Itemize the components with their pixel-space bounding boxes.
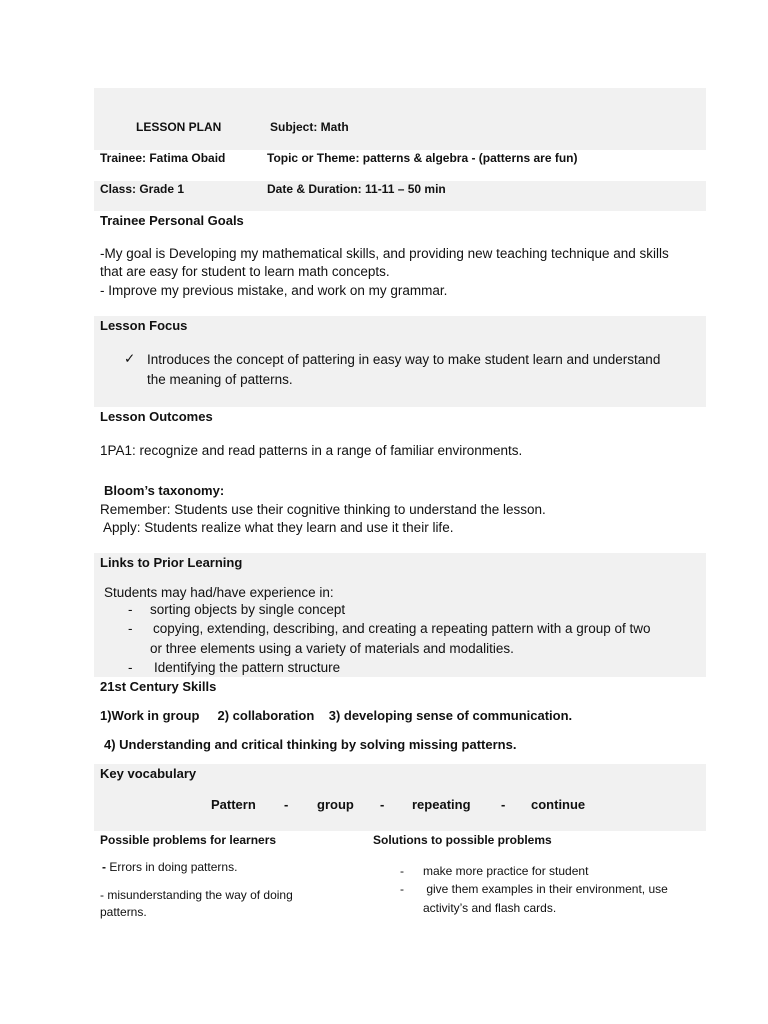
vocab-separator-1: -	[284, 797, 289, 812]
skills-line-1: 1)Work in group 2) collaboration 3) developing sense of communication.	[100, 708, 573, 723]
skills-line-2: 4) Understanding and critical thinking by solving missing patterns.	[104, 737, 517, 752]
solution-dash-2: -	[400, 882, 404, 896]
class-label: Class: Grade 1	[100, 182, 185, 196]
problem-dash-1: -	[102, 860, 106, 874]
skills-heading: 21st Century Skills	[100, 679, 217, 694]
solution-item-2-line-2: activity’s and flash cards.	[423, 901, 557, 915]
header-band-top	[94, 88, 706, 150]
prior-item-3: Identifying the pattern structure	[154, 660, 341, 675]
bloom-heading: Bloom’s taxonomy:	[104, 483, 225, 498]
vocab-word-continue: continue	[531, 797, 586, 812]
prior-intro: Students may had/have experience in:	[104, 585, 334, 600]
date-duration-label: Date & Duration: 11-11 – 50 min	[267, 182, 446, 196]
goals-line-2: that are easy for student to learn math concepts.	[100, 264, 390, 279]
outcome-1pa1: 1PA1: recognize and read patterns in a range of familiar environments.	[100, 443, 523, 458]
vocab-word-pattern: Pattern	[211, 797, 256, 812]
goals-line-3: - Improve my previous mistake, and work on my grammar.	[100, 283, 448, 298]
goals-heading: Trainee Personal Goals	[100, 213, 244, 228]
topic-label: Topic or Theme: patterns & algebra - (patterns are fun)	[267, 151, 578, 165]
problem-item-2-line-1: - misunderstanding the way of doing	[100, 888, 293, 902]
vocab-separator-3: -	[501, 797, 506, 812]
prior-item-1: sorting objects by single concept	[150, 602, 346, 617]
prior-item-2-line-2: or three elements using a variety of materials and modalities.	[150, 641, 514, 656]
focus-line-2: the meaning of patterns.	[147, 372, 293, 387]
prior-dash-2: -	[128, 621, 133, 636]
prior-heading: Links to Prior Learning	[100, 555, 243, 570]
solution-item-2-line-1: give them examples in their environment, use	[423, 882, 668, 896]
lesson-plan-label: LESSON PLAN	[136, 120, 222, 134]
prior-dash-1: -	[128, 602, 133, 617]
problem-item-1-text: Errors in doing patterns.	[106, 860, 238, 874]
problem-item-1	[102, 860, 237, 874]
vocab-word-group: group	[317, 797, 354, 812]
solution-dash-1: -	[400, 864, 404, 878]
bloom-apply: Apply: Students realize what they learn and use it their life.	[103, 520, 454, 535]
prior-item-2-line-1: copying, extending, describing, and creating a repeating pattern with a group of two	[153, 621, 651, 636]
bloom-remember: Remember: Students use their cognitive thinking to understand the lesson.	[100, 502, 546, 517]
focus-line-1: Introduces the concept of pattering in easy way to make student learn and understand	[147, 352, 661, 367]
vocab-separator-2: -	[380, 797, 385, 812]
prior-dash-3: -	[128, 660, 133, 675]
outcomes-heading: Lesson Outcomes	[100, 409, 213, 424]
problems-heading: Possible problems for learners	[100, 833, 277, 847]
subject-label: Subject: Math	[270, 120, 349, 134]
trainee-label: Trainee: Fatima Obaid	[100, 151, 226, 165]
checkmark-icon: ✓	[124, 351, 136, 366]
solutions-heading: Solutions to possible problems	[373, 833, 552, 847]
goals-line-1: -My goal is Developing my mathematical skills, and providing new teaching technique and skills	[100, 246, 669, 261]
solution-item-1: make more practice for student	[423, 864, 589, 878]
vocab-word-repeating: repeating	[412, 797, 471, 812]
problem-item-2-line-2: patterns.	[100, 905, 147, 919]
focus-heading: Lesson Focus	[100, 318, 188, 333]
vocab-heading: Key vocabulary	[100, 766, 197, 781]
